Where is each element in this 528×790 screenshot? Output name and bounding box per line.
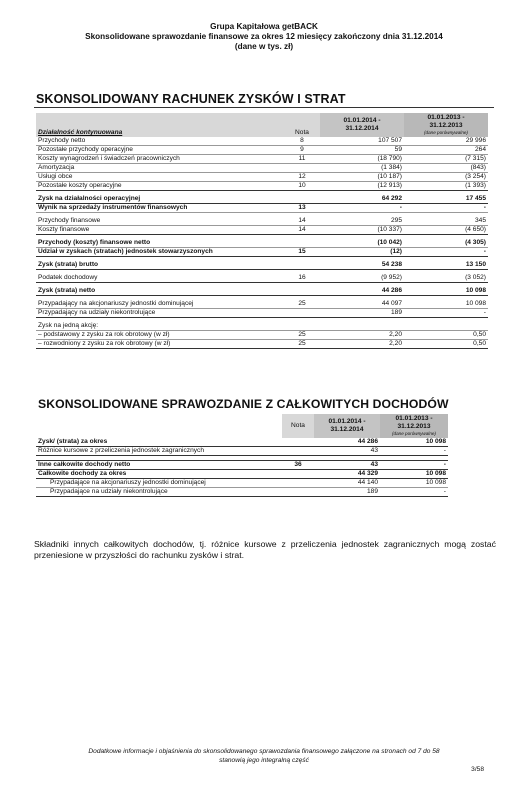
row-nota — [282, 488, 314, 497]
table-row — [36, 248, 488, 257]
row-label: Przypadający na udziały niekontrolujące — [36, 309, 284, 318]
comprehensive-income-title: SKONSOLIDOWANE SPRAWOZDANIE Z CAŁKOWITYCH DOCHODÓW — [38, 397, 449, 411]
row-value-2013: 17 455 — [404, 195, 488, 204]
table-row — [36, 300, 488, 309]
c-period-2014-start: 01.01.2014 - — [328, 418, 366, 425]
row-value-2013: (4 650) — [404, 226, 488, 235]
income-header-row — [36, 113, 488, 137]
row-value-2014 — [320, 322, 404, 331]
row-value-2014: 44 329 — [314, 470, 380, 479]
row-nota — [282, 447, 314, 456]
row-nota — [284, 261, 320, 270]
row-value-2013: - — [380, 488, 448, 497]
row-value-2013: (4 305) — [404, 239, 488, 248]
row-value-2014: (12) — [320, 248, 404, 257]
row-value-2014: 44 097 — [320, 300, 404, 309]
period-2014-start: 01.01.2014 - — [343, 117, 381, 124]
table-row — [36, 137, 488, 146]
row-label: Zysk (strata) netto — [36, 287, 284, 296]
comprehensive-header-blank — [36, 414, 282, 438]
row-value-2013: (1 393) — [404, 182, 488, 191]
report-units: (dane w tys. zł) — [234, 42, 294, 51]
row-value-2014: (18 790) — [320, 155, 404, 164]
row-label: Podatek dochodowy — [36, 274, 284, 283]
header-continuing-operations: Działalność kontynuowana — [36, 113, 284, 137]
row-nota: 14 — [284, 226, 320, 235]
header-period-2013 — [404, 113, 488, 137]
table-row — [36, 182, 488, 191]
table-row — [36, 461, 448, 470]
table-row — [36, 226, 488, 235]
table-row — [36, 309, 488, 318]
row-value-2014: (12 913) — [320, 182, 404, 191]
row-value-2014: 44 286 — [314, 438, 380, 447]
table-row — [36, 438, 448, 447]
header-nota: Nota — [284, 113, 320, 137]
table-row — [36, 287, 488, 296]
comprehensive-header-nota: Nota — [282, 414, 314, 438]
row-label: Usługi obce — [36, 173, 284, 182]
row-nota: 8 — [284, 137, 320, 146]
row-value-2013 — [404, 322, 488, 331]
comprehensive-header-row — [36, 414, 448, 438]
row-label: Koszty finansowe — [36, 226, 284, 235]
table-row — [36, 204, 488, 213]
row-value-2013: 264 — [404, 146, 488, 155]
table-row — [36, 173, 488, 182]
table-row — [36, 261, 488, 270]
oci-note-paragraph: Składniki innych całkowitych dochodów, tj. różnice kursowe z przeliczenia jednostek zagranicznych mogą zostać przeniesione w przyszłości do rachunku zysków i strat. — [34, 539, 496, 560]
income-statement-title: SKONSOLIDOWANY RACHUNEK ZYSKÓW I STRAT — [36, 92, 346, 106]
row-label: Zysk na działalności operacyjnej — [36, 195, 284, 204]
period-2013-comparative: (dane porównywalne) — [424, 130, 468, 135]
row-nota: 25 — [284, 300, 320, 309]
row-value-2013: (3 254) — [404, 173, 488, 182]
row-value-2014: 295 — [320, 217, 404, 226]
row-label: Pozostałe przychody operacyjne — [36, 146, 284, 155]
c-period-2013-comparative: (dane porównywalne) — [392, 431, 436, 436]
row-nota — [282, 470, 314, 479]
row-nota — [284, 164, 320, 173]
comprehensive-header-period-2013 — [380, 414, 448, 438]
row-value-2014: (10 337) — [320, 226, 404, 235]
row-label: Koszty wynagrodzeń i świadczeń pracowniczych — [36, 155, 284, 164]
table-row — [36, 479, 448, 488]
row-value-2013: - — [380, 461, 448, 470]
row-label: Przypadające na udziały niekontrolujące — [36, 488, 282, 497]
c-period-2013-start: 01.01.2013 - — [395, 415, 433, 422]
row-label: – podstawowy z zysku za rok obrotowy (w zł) — [36, 331, 284, 340]
table-row — [36, 322, 488, 331]
row-label: – rozwodniony z zysku za rok obrotowy (w zł) — [36, 340, 284, 349]
table-row — [36, 239, 488, 248]
row-nota: 10 — [284, 182, 320, 191]
row-value-2014: (1 384) — [320, 164, 404, 173]
table-row — [36, 340, 488, 349]
table-row — [36, 447, 448, 456]
row-label: Przychody netto — [36, 137, 284, 146]
c-period-2013-end: 31.12.2013 — [397, 423, 431, 430]
income-title-rule — [34, 107, 494, 108]
table-row — [36, 331, 488, 340]
row-value-2014: 2,20 — [320, 340, 404, 349]
table-row — [36, 274, 488, 283]
row-nota: 11 — [284, 155, 320, 164]
report-company: Grupa Kapitałowa getBACK — [210, 22, 318, 31]
row-nota: 25 — [284, 331, 320, 340]
row-value-2014: 54 238 — [320, 261, 404, 270]
row-nota — [282, 479, 314, 488]
row-value-2013: - — [404, 309, 488, 318]
table-row — [36, 155, 488, 164]
row-label: Inne całkowite dochody netto — [36, 461, 282, 470]
row-nota — [284, 287, 320, 296]
row-value-2014: - — [320, 204, 404, 213]
period-2013-start: 01.01.2013 - — [427, 114, 465, 121]
row-nota — [284, 195, 320, 204]
income-statement-table — [36, 113, 488, 349]
table-row — [36, 488, 448, 497]
row-value-2013: (7 315) — [404, 155, 488, 164]
comprehensive-header-period-2014 — [314, 414, 380, 438]
row-value-2013: (843) — [404, 164, 488, 173]
row-label: Amortyzacja — [36, 164, 284, 173]
comprehensive-income-table — [36, 414, 448, 497]
row-label: Całkowite dochody za okres — [36, 470, 282, 479]
row-nota — [284, 322, 320, 331]
row-value-2013: 10 098 — [380, 470, 448, 479]
row-value-2014: 44 140 — [314, 479, 380, 488]
row-value-2013: 0,50 — [404, 331, 488, 340]
row-label: Zysk/ (strata) za okres — [36, 438, 282, 447]
row-value-2013: 10 098 — [380, 438, 448, 447]
table-row — [36, 195, 488, 204]
row-value-2013: 0,50 — [404, 340, 488, 349]
row-value-2013: 13 150 — [404, 261, 488, 270]
row-label: Przychody (koszty) finansowe netto — [36, 239, 284, 248]
row-value-2013: 10 098 — [404, 300, 488, 309]
row-nota: 25 — [284, 340, 320, 349]
header-period-2014 — [320, 113, 404, 137]
footer-note-line2: stanowią jego integralną część — [219, 757, 309, 764]
row-value-2013: 10 098 — [404, 287, 488, 296]
table-row — [36, 164, 488, 173]
row-label: Przychody finansowe — [36, 217, 284, 226]
row-label: Udział w zyskach (stratach) jednostek stowarzyszonych — [36, 248, 284, 257]
table-row — [36, 470, 448, 479]
row-value-2013: - — [404, 248, 488, 257]
row-nota — [282, 438, 314, 447]
row-value-2014: 59 — [320, 146, 404, 155]
row-label: Przypadający na akcjonariuszy jednostki dominującej — [36, 300, 284, 309]
row-label: Różnice kursowe z przeliczenia jednostek zagranicznych — [36, 447, 282, 456]
row-nota — [284, 309, 320, 318]
row-value-2014: 2,20 — [320, 331, 404, 340]
table-row — [36, 217, 488, 226]
page-number: 3/58 — [471, 766, 484, 773]
row-value-2014: (10 187) — [320, 173, 404, 182]
row-label: Przypadające na akcjonariuszy jednostki dominującej — [36, 479, 282, 488]
row-value-2013: - — [404, 204, 488, 213]
row-value-2014: 189 — [320, 309, 404, 318]
row-nota: 13 — [284, 204, 320, 213]
row-value-2013: 10 098 — [380, 479, 448, 488]
row-value-2014: 43 — [314, 447, 380, 456]
period-2013-end: 31.12.2013 — [429, 122, 463, 129]
row-label: Zysk (strata) brutto — [36, 261, 284, 270]
row-nota: 12 — [284, 173, 320, 182]
row-value-2013: 29 996 — [404, 137, 488, 146]
row-label: Wynik na sprzedaży instrumentów finansowych — [36, 204, 284, 213]
row-nota: 15 — [284, 248, 320, 257]
row-label: Pozostałe koszty operacyjne — [36, 182, 284, 191]
row-nota: 9 — [284, 146, 320, 155]
row-label: Zysk na jedną akcję: — [36, 322, 284, 331]
row-value-2014: 189 — [314, 488, 380, 497]
row-nota — [284, 239, 320, 248]
row-value-2014: (9 952) — [320, 274, 404, 283]
row-value-2014: 44 286 — [320, 287, 404, 296]
report-title: Skonsolidowane sprawozdanie finansowe za okres 12 miesięcy zakończony dnia 31.12.2014 — [85, 32, 443, 41]
row-value-2014: 107 507 — [320, 137, 404, 146]
row-value-2013: - — [380, 447, 448, 456]
row-nota: 14 — [284, 217, 320, 226]
footer-note-line1: Dodatkowe informacje i objaśnienia do skonsolidowanego sprawozdania finansowego załączone na stronach od 7 do 58 — [88, 748, 440, 755]
row-value-2013: 345 — [404, 217, 488, 226]
row-value-2014: 64 292 — [320, 195, 404, 204]
row-nota: 16 — [284, 274, 320, 283]
row-value-2014: 43 — [314, 461, 380, 470]
table-row — [36, 146, 488, 155]
c-period-2014-end: 31.12.2014 — [330, 426, 364, 433]
period-2014-end: 31.12.2014 — [345, 125, 379, 132]
row-value-2014: (10 042) — [320, 239, 404, 248]
row-nota: 36 — [282, 461, 314, 470]
row-value-2013: (3 052) — [404, 274, 488, 283]
